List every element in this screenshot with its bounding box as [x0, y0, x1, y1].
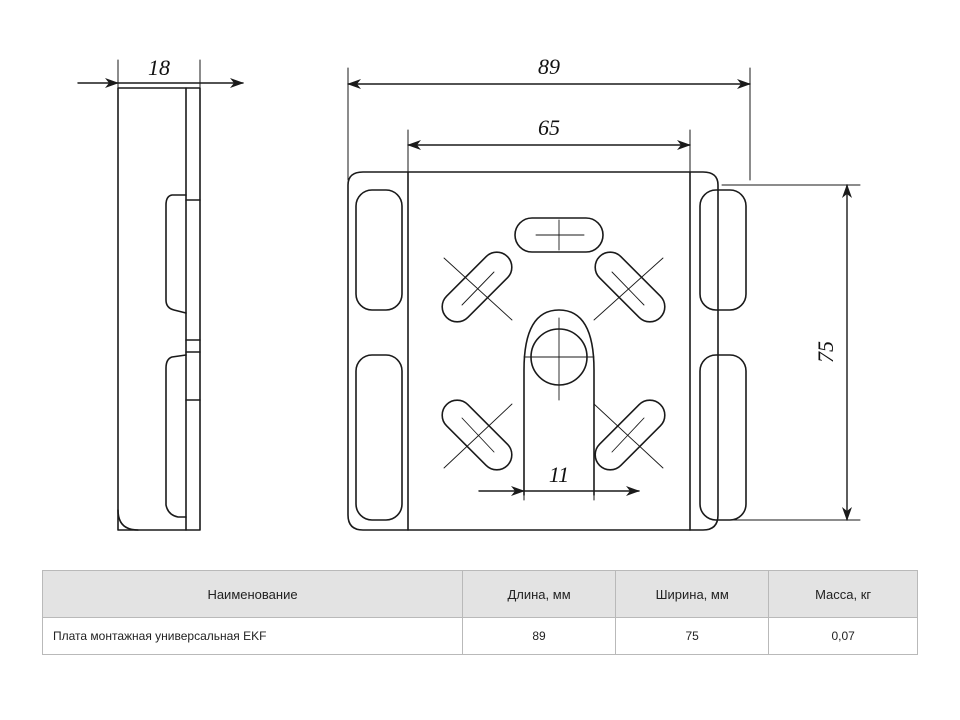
- front-view: [348, 172, 746, 530]
- cell-length: 89: [463, 618, 616, 655]
- dimension-75: [722, 185, 860, 520]
- dimension-18: [78, 55, 243, 95]
- column-header-name: Наименование: [43, 571, 463, 618]
- side-view: [118, 88, 200, 530]
- cell-product-name: Плата монтажная универсальная EKF: [43, 618, 463, 655]
- dimension-label-65: 65: [538, 115, 560, 140]
- cell-width: 75: [616, 618, 769, 655]
- table-row: [43, 618, 918, 655]
- column-header-width: Ширина, мм: [616, 571, 769, 618]
- column-header-mass: Масса, кг: [769, 571, 918, 618]
- dimension-65: [408, 115, 690, 180]
- dimension-label-89: 89: [538, 54, 560, 79]
- cell-mass: 0,07: [769, 618, 918, 655]
- dimension-label-18: 18: [148, 55, 170, 80]
- specification-table: [42, 570, 918, 655]
- dimension-label-11: 11: [548, 462, 570, 487]
- table-header-row: [43, 571, 918, 618]
- dimension-11: [479, 460, 639, 500]
- column-header-length: Длина, мм: [463, 571, 616, 618]
- dimension-label-75: 75: [813, 341, 838, 363]
